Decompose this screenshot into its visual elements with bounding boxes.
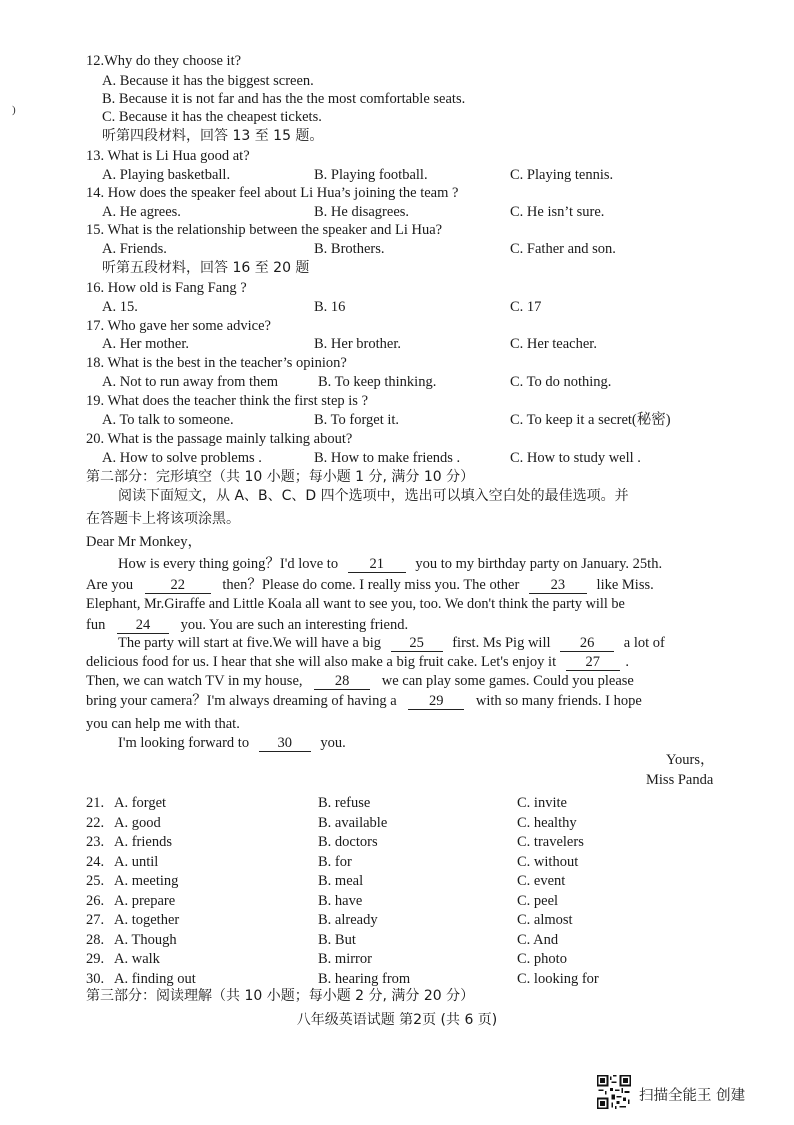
letter-text: we can play some games. Could you please xyxy=(381,673,634,689)
cloze-question-number: 24. xyxy=(86,853,105,870)
letter-line-5 xyxy=(118,634,665,652)
cloze-option-a: A. together xyxy=(114,912,180,928)
blank-30: 30 xyxy=(259,735,311,752)
q13-options xyxy=(0,166,794,184)
q12-option-c: C. Because it has the cheapest tickets. xyxy=(102,109,322,125)
letter-text: bring your camera？I'm always dreaming of having a xyxy=(86,693,397,709)
cloze-question-number: 30. xyxy=(86,970,105,987)
letter-text: Then, we can watch TV in my house, xyxy=(86,673,303,689)
cloze-option-row xyxy=(0,853,794,871)
question-14: 14. How does the speaker feel about Li Hua’s joining the team ? xyxy=(86,185,459,201)
letter-line-3: Elephant, Mr.Giraffe and Little Koala all want to see you, too. We don't think the party will be xyxy=(86,596,625,612)
letter-text: with so many friends. I hope xyxy=(475,693,642,709)
letter-text: you. You are such an interesting friend. xyxy=(180,617,409,633)
cloze-option-row xyxy=(0,931,794,949)
blank-23: 23 xyxy=(529,577,587,594)
cloze-option-a: A. forget xyxy=(114,795,167,811)
cloze-option-b: B. meal xyxy=(318,873,364,889)
cloze-option-a: A. friends xyxy=(114,834,172,850)
part2-instruction-1: 阅读下面短文，从 A、B、C、D 四个选项中，选出可以填入空白处的最佳选项。并 xyxy=(118,488,629,504)
letter-line-10 xyxy=(118,734,346,752)
blank-24: 24 xyxy=(117,617,169,634)
cloze-question-number: 28. xyxy=(86,931,105,948)
q15-option-c: C. Father and son. xyxy=(510,241,616,257)
question-13: 13. What is Li Hua good at? xyxy=(86,148,250,164)
letter-text: a lot of xyxy=(623,635,665,651)
letter-text: The party will start at five.We will have a big xyxy=(118,635,381,651)
cloze-question-number: 22. xyxy=(86,814,105,831)
letter-line-8 xyxy=(86,692,642,710)
cloze-option-a: A. prepare xyxy=(114,892,176,909)
cloze-option-c: C. And xyxy=(517,931,559,948)
letter-line-4 xyxy=(86,616,408,634)
section4-intro: 听第四段材料，回答 13 至 15 题。 xyxy=(102,128,324,144)
q15-option-b: B. Brothers. xyxy=(314,241,385,257)
cloze-option-a: A. walk xyxy=(114,951,160,967)
letter-line-6 xyxy=(86,653,629,671)
q14-option-c: C. He isn’t sure. xyxy=(510,204,605,220)
cloze-option-b: B. But xyxy=(318,931,356,948)
cloze-option-c: C. travelers xyxy=(517,834,584,850)
blank-26: 26 xyxy=(560,635,614,652)
cloze-option-b: B. mirror xyxy=(318,951,372,967)
page-footer: 八年级英语试题 第2页 (共 6 页) xyxy=(296,1012,498,1028)
cloze-option-row xyxy=(0,950,794,968)
q18-option-a: A. Not to run away from them xyxy=(102,374,278,390)
cloze-option-b: B. have xyxy=(318,892,363,909)
cloze-option-c: C. without xyxy=(517,853,579,870)
q15-options xyxy=(0,240,794,258)
cloze-option-row xyxy=(0,911,794,929)
q16-options xyxy=(0,298,794,316)
q17-option-b: B. Her brother. xyxy=(314,336,401,352)
qr-code-icon xyxy=(597,1075,631,1109)
q18-option-b: B. To keep thinking. xyxy=(318,374,437,390)
cloze-option-a: A. meeting xyxy=(114,873,179,889)
blank-22: 22 xyxy=(145,577,211,594)
letter-text: you. xyxy=(320,735,346,751)
question-15: 15. What is the relationship between the speaker and Li Hua? xyxy=(86,222,443,238)
letter-text: you to my birthday party on January. 25th. xyxy=(415,556,663,572)
q12-option-b: B. Because it is not far and has the the most comfortable seats. xyxy=(102,91,466,107)
q16-option-a: A. 15. xyxy=(102,299,138,315)
question-17: 17. Who gave her some advice? xyxy=(86,318,271,334)
q19-option-c: C. To keep it a secret(秘密) xyxy=(510,412,671,428)
cloze-option-row xyxy=(0,892,794,910)
letter-closing: Yours， xyxy=(666,752,715,768)
cloze-option-row xyxy=(0,970,794,988)
question-19: 19. What does the teacher think the first step is ? xyxy=(86,393,368,409)
margin-mark: ) xyxy=(12,104,16,116)
cloze-option-b: B. available xyxy=(318,814,388,831)
blank-25: 25 xyxy=(391,635,443,652)
q14-option-a: A. He agrees. xyxy=(102,204,181,220)
q20-options xyxy=(0,449,794,467)
letter-text: . xyxy=(625,654,629,670)
q16-option-b: B. 16 xyxy=(314,299,346,315)
cloze-option-c: C. almost xyxy=(517,912,573,928)
q20-option-b: B. How to make friends . xyxy=(314,450,461,466)
q13-option-c: C. Playing tennis. xyxy=(510,167,614,183)
cloze-option-a: A. until xyxy=(114,853,159,870)
q15-option-a: A. Friends. xyxy=(102,241,167,257)
cloze-question-number: 27. xyxy=(86,912,105,928)
letter-text: then？Please do come. I really miss you. The other xyxy=(222,577,520,593)
scanner-watermark-label: 扫描全能王 创建 xyxy=(639,1088,746,1104)
cloze-option-c: C. photo xyxy=(517,951,567,967)
letter-text: first. Ms Pig will xyxy=(452,635,551,651)
letter-text: like Miss. xyxy=(596,577,654,593)
letter-text: Are you xyxy=(86,577,134,593)
q17-option-c: C. Her teacher. xyxy=(510,336,597,352)
cloze-option-row xyxy=(0,814,794,832)
q16-option-c: C. 17 xyxy=(510,299,542,315)
part2-instruction-2: 在答题卡上将该项涂黑。 xyxy=(86,511,240,527)
cloze-option-b: B. refuse xyxy=(318,795,371,811)
q12-option-a: A. Because it has the biggest screen. xyxy=(102,73,314,89)
question-16: 16. How old is Fang Fang ? xyxy=(86,280,247,296)
q14-option-b: B. He disagrees. xyxy=(314,204,410,220)
q20-option-a: A. How to solve problems . xyxy=(102,450,262,466)
letter-text: How is every thing going？I'd love to xyxy=(118,556,339,572)
cloze-option-c: C. invite xyxy=(517,795,567,811)
letter-text: I'm looking forward to xyxy=(118,735,250,751)
letter-text: fun xyxy=(86,617,106,633)
section5-intro: 听第五段材料，回答 16 至 20 题 xyxy=(102,260,310,276)
letter-line-1 xyxy=(118,555,662,573)
q20-option-c: C. How to study well . xyxy=(510,450,641,466)
question-18: 18. What is the best in the teacher’s opinion? xyxy=(86,355,347,371)
letter-signature: Miss Panda xyxy=(646,772,714,788)
letter-line-9: you can help me with that. xyxy=(86,716,240,732)
blank-28: 28 xyxy=(314,673,370,690)
q18-option-c: C. To do nothing. xyxy=(510,374,612,390)
q13-option-a: A. Playing basketball. xyxy=(102,167,231,183)
cloze-option-b: B. already xyxy=(318,912,378,928)
cloze-option-b: B. hearing from xyxy=(318,970,411,987)
q19-option-b: B. To forget it. xyxy=(314,412,400,428)
letter-line-2 xyxy=(86,576,654,594)
q17-options xyxy=(0,335,794,353)
cloze-option-b: B. for xyxy=(318,853,352,870)
cloze-question-number: 23. xyxy=(86,834,105,850)
cloze-option-c: C. peel xyxy=(517,892,559,909)
cloze-option-a: A. good xyxy=(114,814,161,831)
question-12: 12.Why do they choose it? xyxy=(86,53,242,69)
part3-heading: 第三部分：阅读理解（共 10 小题；每小题 2 分, 满分 20 分） xyxy=(86,988,475,1004)
cloze-option-a: A. Though xyxy=(114,931,177,948)
cloze-question-number: 25. xyxy=(86,873,105,889)
blank-27: 27 xyxy=(566,654,620,671)
letter-line-7 xyxy=(86,672,634,690)
q19-option-a: A. To talk to someone. xyxy=(102,412,234,428)
cloze-option-c: C. looking for xyxy=(517,970,599,987)
cloze-option-b: B. doctors xyxy=(318,834,378,850)
cloze-option-row xyxy=(0,872,794,890)
blank-29: 29 xyxy=(408,693,464,710)
q14-options xyxy=(0,203,794,221)
cloze-option-row xyxy=(0,794,794,812)
q17-option-a: A. Her mother. xyxy=(102,336,189,352)
question-20: 20. What is the passage mainly talking about? xyxy=(86,431,353,447)
q19-options xyxy=(0,411,794,429)
cloze-option-a: A. finding out xyxy=(114,970,196,987)
cloze-option-row xyxy=(0,833,794,851)
q18-options xyxy=(0,373,794,391)
cloze-question-number: 26. xyxy=(86,892,105,909)
letter-greeting: Dear Mr Monkey， xyxy=(86,534,202,550)
cloze-question-number: 29. xyxy=(86,951,105,967)
cloze-question-number: 21. xyxy=(86,795,105,811)
blank-21: 21 xyxy=(348,556,406,573)
cloze-option-c: C. event xyxy=(517,873,566,889)
letter-text: delicious food for us. I hear that she will also make a big fruit cake. Let's enjoy it xyxy=(86,654,557,670)
q13-option-b: B. Playing football. xyxy=(314,167,428,183)
cloze-option-c: C. healthy xyxy=(517,814,577,831)
part2-heading: 第二部分：完形填空（共 10 小题；每小题 1 分, 满分 10 分） xyxy=(86,469,475,485)
